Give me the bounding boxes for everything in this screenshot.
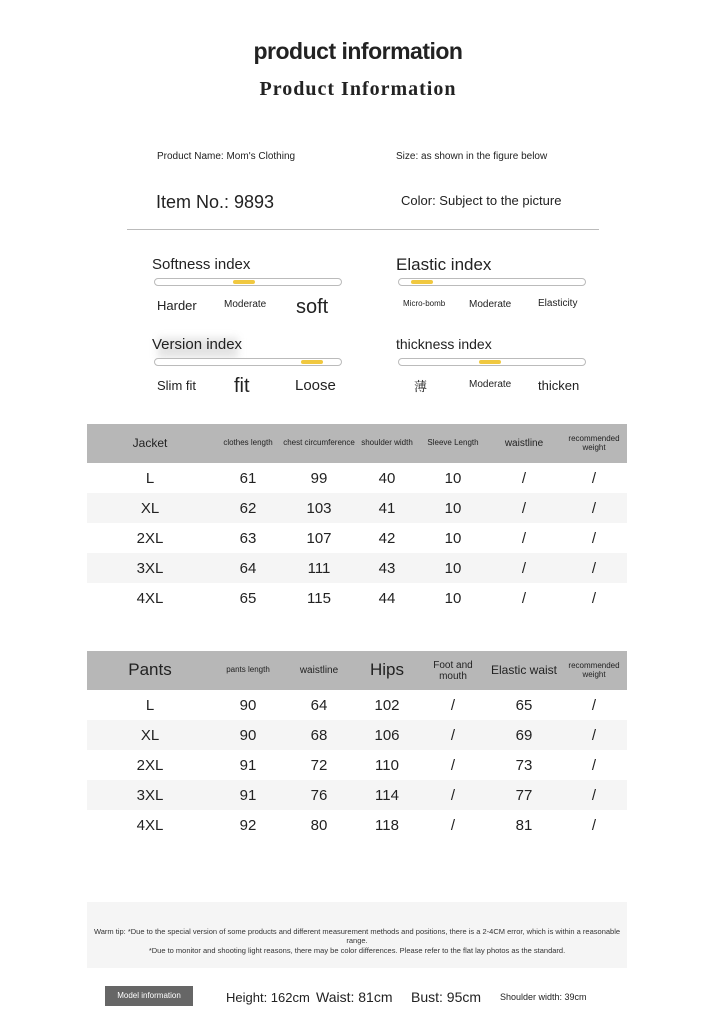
elastic-index-title: Elastic index bbox=[396, 255, 492, 274]
table-cell: 4XL bbox=[136, 816, 164, 834]
table-cell: 40 bbox=[378, 469, 396, 487]
table-cell: 92 bbox=[239, 816, 257, 834]
table-header: waistline bbox=[487, 424, 561, 463]
table-cell: 68 bbox=[283, 720, 355, 750]
table-cell: XL bbox=[87, 493, 213, 523]
table-cell: L bbox=[145, 696, 155, 714]
table-cell: / bbox=[521, 529, 527, 547]
table-cell: 64 bbox=[213, 553, 283, 583]
product-name: Product Name: Mom's Clothing bbox=[157, 151, 296, 162]
thickness-label-moderate: Moderate bbox=[469, 379, 512, 390]
table-cell: / bbox=[450, 696, 456, 714]
table-cell: 90 bbox=[239, 696, 257, 714]
table-cell: / bbox=[591, 816, 597, 834]
version-index-indicator bbox=[301, 360, 323, 364]
table-header: pants length bbox=[213, 651, 283, 690]
table-cell: 114 bbox=[355, 780, 419, 810]
table-cell: L bbox=[145, 469, 155, 487]
table-cell: 64 bbox=[310, 696, 328, 714]
table-cell: 41 bbox=[355, 493, 419, 523]
elastic-label-elasticity: Elasticity bbox=[538, 298, 578, 309]
table-row bbox=[87, 493, 627, 523]
table-cell: 106 bbox=[355, 720, 419, 750]
table-cell: / bbox=[419, 780, 487, 810]
table-cell: 4XL bbox=[136, 589, 164, 607]
table-cell: 2XL bbox=[136, 756, 164, 774]
table-row bbox=[87, 463, 627, 493]
item-number: Item No.: 9893 bbox=[156, 192, 275, 212]
elastic-label-moderate: Moderate bbox=[469, 299, 512, 310]
table-header-row bbox=[87, 424, 627, 463]
model-waist: Waist: 81cm bbox=[316, 989, 393, 1005]
table-row bbox=[87, 810, 627, 840]
table-header: recommended weight bbox=[561, 424, 627, 463]
version-label-slim-fit: Slim fit bbox=[157, 378, 196, 393]
table-cell: 91 bbox=[213, 780, 283, 810]
table-header: Foot and mouth bbox=[419, 651, 487, 690]
softness-label-soft: soft bbox=[296, 296, 329, 318]
table-cell: 73 bbox=[515, 756, 533, 774]
table-header: Jacket bbox=[87, 424, 213, 463]
table-cell: 90 bbox=[213, 720, 283, 750]
table-cell: / bbox=[561, 720, 627, 750]
softness-label-moderate: Moderate bbox=[224, 299, 267, 310]
thickness-index-title: thickness index bbox=[396, 336, 492, 352]
color-note: Color: Subject to the picture bbox=[401, 193, 562, 208]
table-cell: / bbox=[487, 493, 561, 523]
table-cell: / bbox=[591, 756, 597, 774]
table-cell: / bbox=[450, 816, 456, 834]
elastic-label-micro-bomb: Micro-bomb bbox=[403, 299, 446, 308]
table-cell: 43 bbox=[355, 553, 419, 583]
table-cell: 42 bbox=[378, 529, 396, 547]
page-subtitle: Product Information bbox=[259, 78, 457, 100]
jacket-size-table bbox=[87, 424, 627, 613]
warm-tip-line-2: *Due to monitor and shooting light reasons, there may be color differences. Please refer to the flat lay photos as the standard. bbox=[148, 946, 566, 955]
table-cell: / bbox=[419, 720, 487, 750]
table-cell: 107 bbox=[306, 529, 332, 547]
softness-index-title: Softness index bbox=[152, 256, 251, 273]
table-cell: 72 bbox=[310, 756, 328, 774]
table-cell: 111 bbox=[283, 553, 355, 583]
model-height: Height: 162cm bbox=[226, 990, 310, 1005]
table-header: Hips bbox=[355, 651, 419, 690]
table-cell: 102 bbox=[374, 696, 400, 714]
table-header: Sleeve Length bbox=[419, 424, 487, 463]
table-cell: 81 bbox=[515, 816, 533, 834]
model-info-badge: Model information bbox=[105, 986, 193, 1006]
warm-tip-line-1: Warm tip: *Due to the special version of some products and different measurement methods and positions, there is a 2-4CM error, which is within a reasonable range. bbox=[93, 927, 621, 945]
version-index-track bbox=[154, 358, 342, 366]
table-header: Elastic waist bbox=[487, 651, 561, 690]
table-header: chest circumference bbox=[283, 424, 355, 463]
table-row bbox=[87, 750, 627, 780]
softness-index-indicator bbox=[233, 280, 255, 284]
table-header: clothes length bbox=[213, 424, 283, 463]
table-cell: / bbox=[561, 493, 627, 523]
table-cell: 65 bbox=[515, 696, 533, 714]
table-row bbox=[87, 583, 627, 613]
table-header: Pants bbox=[87, 651, 213, 690]
table-cell: / bbox=[561, 780, 627, 810]
model-bust: Bust: 95cm bbox=[411, 989, 482, 1005]
table-cell: / bbox=[487, 553, 561, 583]
table-cell: 10 bbox=[444, 529, 462, 547]
divider bbox=[127, 229, 599, 230]
table-row bbox=[87, 720, 627, 750]
thickness-index-indicator bbox=[479, 360, 501, 364]
table-cell: 77 bbox=[487, 780, 561, 810]
table-cell: / bbox=[521, 589, 527, 607]
table-cell: XL bbox=[87, 720, 213, 750]
table-cell: / bbox=[591, 696, 597, 714]
model-shoulder-width: Shoulder width: 39cm bbox=[500, 992, 587, 1002]
thickness-index-track bbox=[398, 358, 586, 366]
table-cell: 61 bbox=[239, 469, 257, 487]
table-row bbox=[87, 690, 627, 720]
table-cell: 103 bbox=[283, 493, 355, 523]
table-cell: 65 bbox=[239, 589, 257, 607]
table-cell: 76 bbox=[283, 780, 355, 810]
version-label-fit: fit bbox=[234, 375, 250, 397]
table-cell: 91 bbox=[239, 756, 257, 774]
table-cell: / bbox=[561, 553, 627, 583]
size-note: Size: as shown in the figure below bbox=[396, 151, 548, 162]
table-header: waistline bbox=[283, 651, 355, 690]
table-cell: 62 bbox=[213, 493, 283, 523]
elastic-index-track bbox=[398, 278, 586, 286]
table-cell: 3XL bbox=[87, 553, 213, 583]
table-cell: / bbox=[591, 589, 597, 607]
table-cell: 99 bbox=[310, 469, 328, 487]
table-row bbox=[87, 523, 627, 553]
table-cell: 3XL bbox=[87, 780, 213, 810]
table-cell: 63 bbox=[239, 529, 257, 547]
table-row bbox=[87, 780, 627, 810]
table-cell: 110 bbox=[375, 756, 399, 774]
table-cell: 2XL bbox=[136, 529, 164, 547]
elastic-index-indicator bbox=[411, 280, 433, 284]
thickness-label-thin: 薄 bbox=[414, 379, 428, 394]
table-cell: 115 bbox=[307, 589, 331, 607]
softness-index-track bbox=[154, 278, 342, 286]
table-header: shoulder width bbox=[355, 424, 419, 463]
table-header: recommended weight bbox=[561, 651, 627, 690]
table-cell: / bbox=[521, 469, 527, 487]
table-header-row bbox=[87, 651, 627, 690]
table-cell: / bbox=[591, 529, 597, 547]
softness-label-harder: Harder bbox=[157, 298, 197, 313]
thickness-label-thicken: thicken bbox=[538, 378, 580, 393]
pants-size-table bbox=[87, 651, 627, 840]
table-row bbox=[87, 553, 627, 583]
table-cell: 118 bbox=[375, 816, 399, 834]
table-cell: 10 bbox=[444, 469, 462, 487]
table-cell: / bbox=[450, 756, 456, 774]
version-label-loose: Loose bbox=[295, 377, 336, 394]
table-cell: / bbox=[591, 469, 597, 487]
table-cell: 10 bbox=[419, 553, 487, 583]
page-title: product information bbox=[253, 38, 463, 64]
table-cell: 69 bbox=[487, 720, 561, 750]
table-cell: 80 bbox=[310, 816, 328, 834]
version-index-title: Version index bbox=[152, 336, 243, 353]
table-cell: 10 bbox=[419, 493, 487, 523]
table-cell: 44 bbox=[378, 589, 396, 607]
table-cell: 10 bbox=[444, 589, 462, 607]
